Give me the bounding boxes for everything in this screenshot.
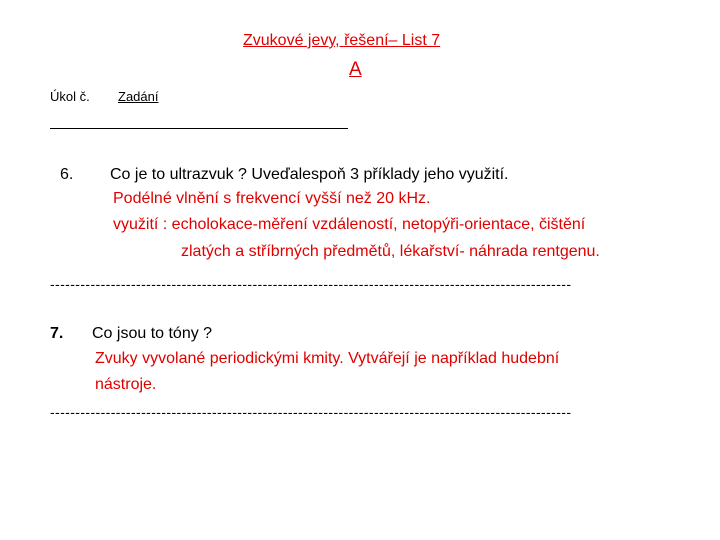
page-title: Zvukové jevy, řešení– List 7 [243,32,441,49]
column-header-task-number: Úkol č. [50,89,90,104]
task-number: 7. [50,325,64,342]
task-answer-line: Zvuky vyvolané periodickými kmity. Vytvářejí je například hudební [95,350,560,367]
task-answer-line: využití : echolokace-měření vzdáleností, netopýři-orientace, čištění [113,216,586,233]
task-question: Co jsou to tóny ? [92,325,213,342]
separator-line: ------------------------------------------------------------------------------------------------------- [50,276,572,292]
separator-line: ------------------------------------------------------------------------------------------------------- [50,404,572,420]
column-header-assignment [118,89,172,104]
task-answer-line: nástroje. [95,376,157,393]
task-answer-line: Podélné vlnění s frekvencí vyšší než 20 kHz. [113,190,431,207]
header-underline [50,128,348,129]
task-number: 6. [60,166,74,183]
task-answer-line: zlatých a stříbrných předmětů, lékařství- náhrada rentgenu. [181,243,600,260]
variant-label: A [349,59,362,80]
column-header-assignment-text: Zadání [118,89,159,104]
task-question: Co je to ultrazvuk ? Uveďalespoň 3 příklady jeho využití. [110,166,509,183]
